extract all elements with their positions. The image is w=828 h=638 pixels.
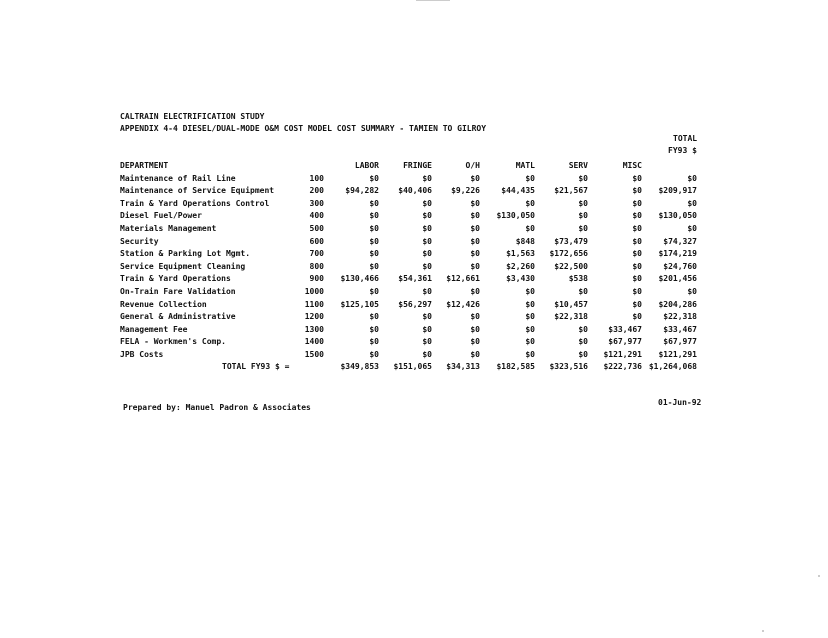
row-labor: $0 (369, 198, 379, 208)
row-matl: $0 (525, 173, 535, 183)
row-labor: $0 (369, 286, 379, 296)
row-fringe: $0 (422, 211, 432, 221)
row-oh: $12,426 (446, 299, 480, 309)
row-labor: $0 (369, 261, 379, 271)
row-serv: $0 (578, 173, 588, 183)
total-grand: $1,264,068 (648, 362, 697, 371)
row-fringe: $0 (422, 173, 432, 183)
row-oh: $12,661 (446, 274, 480, 284)
row-misc: $0 (632, 186, 642, 196)
row-total: $0 (687, 223, 697, 233)
document-subtitle: APPENDIX 4-4 DIESEL/DUAL-MODE O&M COST MODEL COST SUMMARY - TAMIEN TO GILROY (120, 124, 487, 133)
total-serv: $323,516 (549, 362, 588, 371)
total-column-unit: FY93 $ (668, 146, 697, 155)
row-matl: $0 (525, 299, 535, 309)
row-matl: $0 (525, 198, 535, 208)
header-misc: MISC (622, 161, 642, 170)
row-serv: $73,479 (554, 236, 588, 246)
row-total: $0 (687, 173, 697, 183)
row-serv: $0 (578, 223, 588, 233)
row-department: Security (120, 236, 159, 246)
row-misc: $0 (632, 236, 642, 246)
row-serv: $0 (578, 337, 588, 347)
table-row (120, 210, 700, 222)
row-serv: $0 (578, 286, 588, 296)
row-labor: $0 (369, 312, 379, 322)
row-misc: $67,977 (608, 337, 642, 347)
row-department: Maintenance of Rail Line (120, 173, 236, 183)
table-row (120, 261, 700, 273)
row-matl: $0 (525, 223, 535, 233)
row-misc: $0 (632, 173, 642, 183)
row-department: Train & Yard Operations (120, 274, 231, 284)
row-code: 900 (309, 274, 324, 284)
row-department: Service Equipment Cleaning (120, 261, 246, 271)
row-oh: $0 (470, 261, 480, 271)
header-matl: MATL (515, 161, 535, 170)
table-row (120, 286, 700, 298)
row-matl: $0 (525, 337, 535, 347)
row-serv: $0 (578, 198, 588, 208)
row-code: 400 (309, 211, 324, 221)
row-code: 1100 (304, 299, 324, 309)
row-labor: $125,105 (340, 299, 379, 309)
row-serv: $0 (578, 324, 588, 334)
header-oh: O/H (465, 161, 480, 170)
row-matl: $848 (515, 236, 535, 246)
row-total: $74,327 (663, 236, 697, 246)
row-code: 1000 (304, 286, 324, 296)
row-fringe: $0 (422, 249, 432, 259)
row-misc: $0 (632, 286, 642, 296)
row-serv: $0 (578, 349, 588, 359)
row-department: Diesel Fuel/Power (120, 211, 202, 221)
row-serv: $22,500 (554, 261, 588, 271)
row-fringe: $40,406 (398, 186, 432, 196)
row-oh: $0 (470, 198, 480, 208)
row-labor: $0 (369, 324, 379, 334)
row-matl: $2,260 (506, 261, 535, 271)
row-department: Train & Yard Operations Control (120, 198, 270, 208)
table-row (120, 173, 700, 185)
table-row (120, 299, 700, 311)
row-oh: $0 (470, 249, 480, 259)
row-matl: $0 (525, 286, 535, 296)
table-header-row (120, 160, 700, 172)
row-matl: $44,435 (501, 186, 535, 196)
row-code: 1300 (304, 324, 324, 334)
row-oh: $0 (470, 349, 480, 359)
row-fringe: $0 (422, 286, 432, 296)
row-fringe: $0 (422, 312, 432, 322)
row-labor: $0 (369, 173, 379, 183)
row-serv: $172,656 (549, 249, 588, 259)
row-misc: $0 (632, 223, 642, 233)
row-total: $174,219 (658, 249, 697, 259)
row-total: $204,286 (658, 299, 697, 309)
table-row (120, 185, 700, 197)
row-total: $0 (687, 286, 697, 296)
row-code: 1400 (304, 337, 324, 347)
row-fringe: $0 (422, 223, 432, 233)
row-misc: $0 (632, 198, 642, 208)
row-total: $201,456 (658, 274, 697, 284)
row-serv: $10,457 (554, 299, 588, 309)
row-fringe: $54,361 (398, 274, 432, 284)
row-total: $67,977 (663, 337, 697, 347)
row-code: 1500 (304, 349, 324, 359)
table-row (120, 248, 700, 260)
row-code: 500 (309, 223, 324, 233)
row-misc: $0 (632, 274, 642, 284)
row-serv: $538 (568, 274, 588, 284)
row-code: 600 (309, 236, 324, 246)
table-row (120, 324, 700, 336)
table-row (120, 273, 700, 285)
row-matl: $130,050 (496, 211, 535, 221)
row-labor: $0 (369, 349, 379, 359)
row-department: FELA - Workmen's Comp. (120, 337, 226, 347)
row-matl: $3,430 (506, 274, 535, 284)
header-fringe: FRINGE (403, 161, 432, 170)
row-labor: $0 (369, 211, 379, 221)
row-misc: $33,467 (608, 324, 642, 334)
row-total: $0 (687, 198, 697, 208)
row-fringe: $0 (422, 349, 432, 359)
row-oh: $0 (470, 236, 480, 246)
table-total-row (120, 361, 700, 373)
row-fringe: $0 (422, 337, 432, 347)
row-oh: $0 (470, 286, 480, 296)
header-serv: SERV (568, 161, 588, 170)
cost-summary-table (120, 160, 700, 375)
row-code: 800 (309, 261, 324, 271)
row-matl: $0 (525, 324, 535, 334)
row-code: 300 (309, 198, 324, 208)
row-oh: $0 (470, 173, 480, 183)
row-misc: $121,291 (603, 349, 642, 359)
row-labor: $94,282 (345, 186, 379, 196)
row-fringe: $56,297 (398, 299, 432, 309)
scan-mark-top (416, 0, 450, 1)
row-total: $209,917 (658, 186, 697, 196)
row-misc: $0 (632, 312, 642, 322)
row-matl: $0 (525, 312, 535, 322)
table-row (120, 236, 700, 248)
row-total: $22,318 (663, 312, 697, 322)
row-fringe: $0 (422, 198, 432, 208)
row-labor: $0 (369, 337, 379, 347)
row-department: On-Train Fare Validation (120, 286, 236, 296)
document-title: CALTRAIN ELECTRIFICATION STUDY (120, 112, 265, 121)
document-date: 01-Jun-92 (658, 398, 702, 407)
row-fringe: $0 (422, 261, 432, 271)
row-total: $121,291 (658, 349, 697, 359)
row-misc: $0 (632, 249, 642, 259)
row-code: 200 (309, 186, 324, 196)
row-labor: $0 (369, 223, 379, 233)
table-row (120, 311, 700, 323)
row-department: Materials Management (120, 223, 217, 233)
row-department: Revenue Collection (120, 299, 207, 309)
row-matl: $0 (525, 349, 535, 359)
row-total: $24,760 (663, 261, 697, 271)
row-oh: $9,226 (451, 186, 480, 196)
total-label: TOTAL FY93 $ = (222, 362, 290, 371)
row-serv: $0 (578, 211, 588, 221)
row-misc: $0 (632, 261, 642, 271)
row-total: $33,467 (663, 324, 697, 334)
row-oh: $0 (470, 324, 480, 334)
row-matl: $1,563 (506, 249, 535, 259)
row-fringe: $0 (422, 236, 432, 246)
scan-mark-right (818, 575, 820, 577)
table-row (120, 223, 700, 235)
row-department: Maintenance of Service Equipment (120, 186, 275, 196)
row-oh: $0 (470, 337, 480, 347)
row-code: 700 (309, 249, 324, 259)
row-oh: $0 (470, 312, 480, 322)
row-oh: $0 (470, 223, 480, 233)
total-fringe: $151,065 (393, 362, 432, 371)
row-serv: $21,567 (554, 186, 588, 196)
header-labor: LABOR (354, 161, 379, 170)
row-misc: $0 (632, 211, 642, 221)
row-labor: $0 (369, 249, 379, 259)
row-labor: $0 (369, 236, 379, 246)
total-oh: $34,313 (446, 362, 480, 371)
table-row (120, 349, 700, 361)
row-department: JPB Costs (120, 349, 164, 359)
total-labor: $349,853 (340, 362, 379, 371)
row-oh: $0 (470, 211, 480, 221)
row-misc: $0 (632, 299, 642, 309)
total-column-header: TOTAL (673, 134, 698, 143)
table-row (120, 198, 700, 210)
row-department: General & Administrative (120, 312, 236, 322)
row-code: 1200 (304, 312, 324, 322)
scan-mark-corner (762, 630, 764, 632)
table-row (120, 336, 700, 348)
total-misc: $222,736 (603, 362, 642, 371)
total-matl: $182,585 (496, 362, 535, 371)
row-code: 100 (309, 173, 324, 183)
row-fringe: $0 (422, 324, 432, 334)
row-serv: $22,318 (554, 312, 588, 322)
row-department: Management Fee (120, 324, 188, 334)
row-department: Station & Parking Lot Mgmt. (120, 249, 251, 259)
header-department: DEPARTMENT (120, 161, 169, 170)
prepared-by: Prepared by: Manuel Padron & Associates (123, 403, 311, 412)
row-total: $130,050 (658, 211, 697, 221)
row-labor: $130,466 (340, 274, 379, 284)
